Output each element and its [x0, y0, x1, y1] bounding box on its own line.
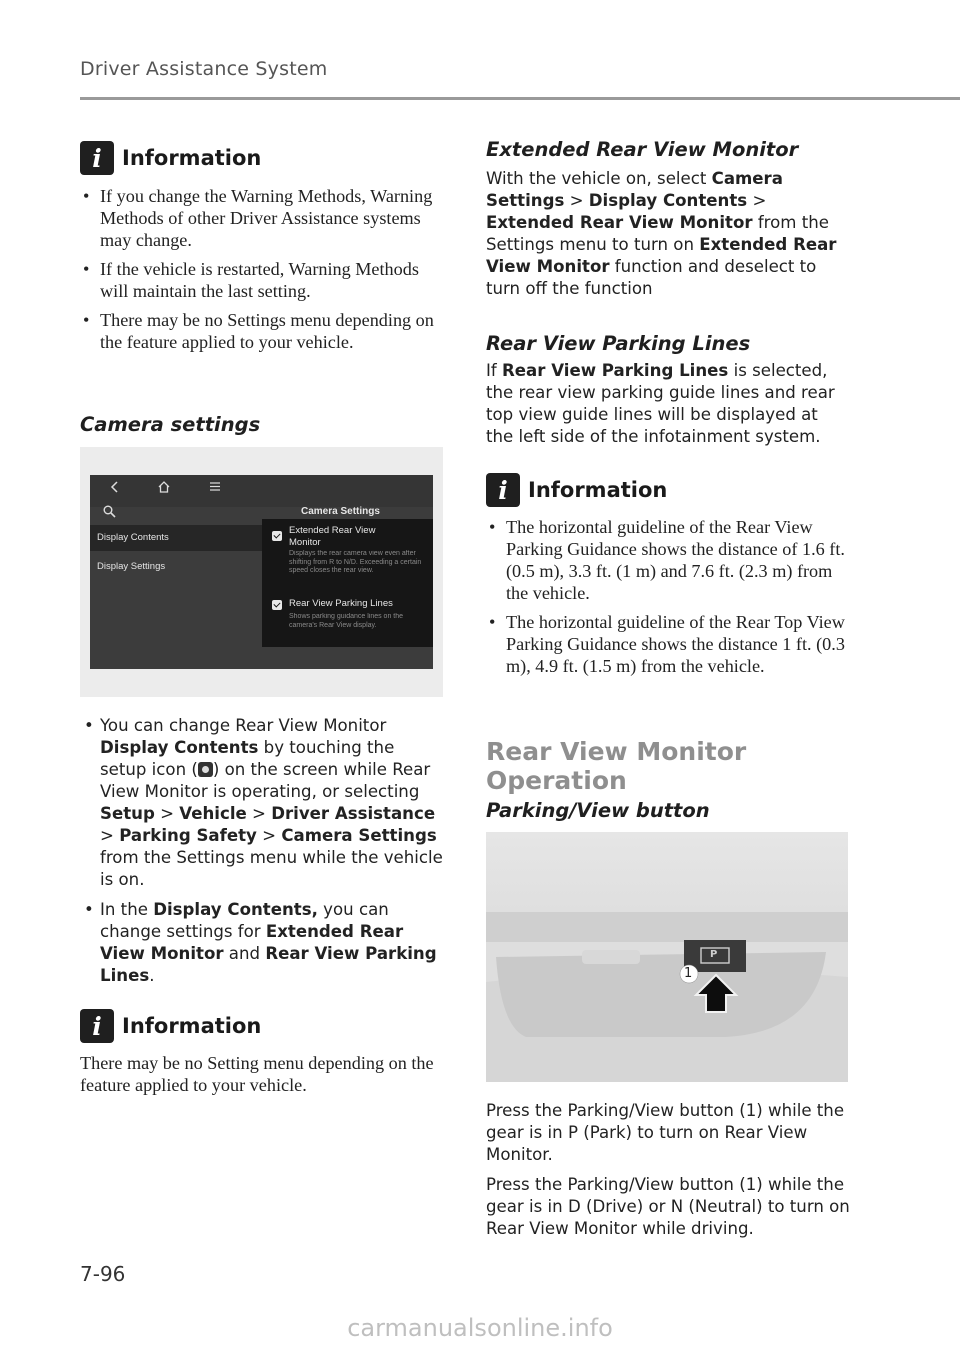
checkbox-checked-icon	[272, 531, 282, 541]
information-icon: i	[80, 141, 114, 175]
parking-view-button-heading: Parking/View button	[486, 799, 710, 822]
info-bullet-list	[80, 185, 444, 353]
info-box-1	[80, 141, 444, 360]
infotainment-screen	[90, 475, 433, 669]
section-title: Rear View Monitor Operation	[486, 737, 747, 795]
list-item: • If you change the Warning Methods, Warning Methods of other Driver Assistance systems may change.	[80, 185, 444, 251]
search-icon	[103, 505, 116, 518]
option-description: Displays the rear camera view even after shifting from R to N/D. Exceeding a certain speed closes the rear view.	[289, 550, 422, 574]
extended-rear-view-heading: Extended Rear View Monitor	[486, 138, 799, 161]
list-item: • The horizontal guideline of the Rear Top View Parking Guidance shows the distance 1 ft. (0.3 m), 4.9 ft. (1.5 m) from the vehicle.	[486, 611, 850, 677]
info-title: Information	[122, 1014, 262, 1038]
options-panel	[262, 519, 433, 647]
watermark: carmanualsonline.info	[347, 1314, 613, 1342]
parking-lines-text: If Rear View Parking Lines is selected, the rear view parking guide lines and rear top view guide lines will be displayed at the left side of the infotainment system.	[486, 361, 835, 446]
info-box-3	[486, 473, 850, 684]
page-number: 7-96	[80, 1262, 126, 1286]
callout-number: 1	[684, 966, 693, 981]
info-text: There may be no Setting menu depending on the feature applied to your vehicle.	[80, 1053, 434, 1095]
list-item: • In the Display Contents, you can change settings for Extended Rear View Monitor and Rear View Parking Lines.	[80, 899, 444, 987]
header-divider	[80, 97, 960, 100]
checkbox-checked-icon	[272, 600, 282, 610]
back-icon	[110, 481, 120, 493]
option-title: Rear View Parking Lines	[289, 598, 393, 609]
home-icon	[158, 481, 170, 493]
camera-settings-bullets	[80, 715, 444, 987]
operation-paragraph: Press the Parking/View button (1) while the gear is in P (Park) to turn on Rear View Monitor.	[486, 1101, 845, 1164]
operation-paragraph: Press the Parking/View button (1) while the gear is in D (Drive) or N (Neutral) to turn on Rear View Monitor while driving.	[486, 1175, 850, 1238]
menu-item-display-settings: Display Settings	[97, 561, 166, 572]
running-header: Driver Assistance System	[80, 58, 328, 80]
screen-topbar	[90, 475, 433, 507]
info-title: Information	[122, 146, 262, 170]
parking-button-label: P	[710, 949, 718, 960]
extended-rear-view-text: With the vehicle on, select Camera Settings > Display Contents > Extended Rear View Monitor from the Settings menu to turn on Extended Rear View Monitor function and deselect to turn off the function	[486, 169, 837, 298]
info-title: Information	[528, 478, 668, 502]
list-item: • If the vehicle is restarted, Warning Methods will maintain the last setting.	[80, 258, 444, 302]
menu-icon	[210, 482, 220, 491]
info-box-2	[80, 1009, 444, 1096]
list-item: • You can change Rear View Monitor Display Contents by touching the setup icon ( ) on the screen while Rear View Monitor is operating, or selecting Setup > Vehicle > Driver Assistance > Parking Safety > Camera Settings from the Settings menu while the vehicle is on.	[80, 715, 444, 891]
list-item: • The horizontal guideline of the Rear View Parking Guidance shows the distance of 1.6 ft. (0.5 m), 3.3 ft. (1 m) and 7.6 ft. (2.3 m) from the vehicle.	[486, 516, 850, 604]
information-icon: i	[486, 473, 520, 507]
information-icon: i	[80, 1009, 114, 1043]
parking-view-button-photo	[486, 832, 848, 1082]
camera-settings-heading: Camera settings	[80, 413, 261, 436]
option-description: Shows parking guidance lines on the camera's Rear View display.	[289, 613, 404, 629]
option-title: Extended Rear View Monitor	[289, 525, 376, 548]
list-item: • There may be no Settings menu depending on the feature applied to your vehicle.	[80, 309, 444, 353]
menu-item-display-contents: Display Contents	[97, 532, 169, 543]
console-illustration	[486, 832, 848, 1082]
setup-icon	[198, 762, 213, 777]
info-bullet-list	[486, 516, 850, 677]
camera-settings-screenshot	[80, 447, 443, 697]
parking-lines-heading: Rear View Parking Lines	[486, 332, 751, 355]
panel-title: Camera Settings	[301, 506, 380, 517]
